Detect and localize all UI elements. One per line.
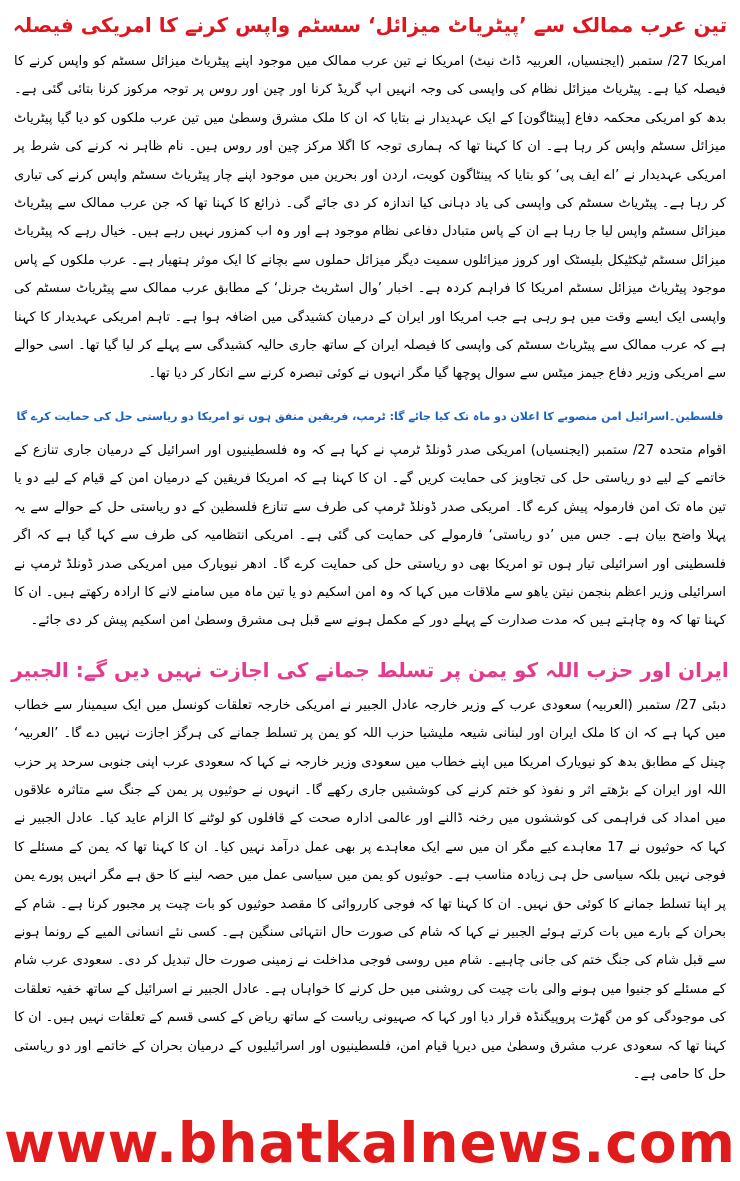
article-2-body: اقوام متحدہ 27/ ستمبر (ایجنسیاں) امریکی صدر ڈونلڈ ٹرمپ نے کہا ہے کہ وہ فلسطینیوں اور اسرائیل کے درمیان جاری تنازع کے خاتمے کے لیے دو ریاستی حل کی تجاویز کی حمایت کریں گے۔ ان کا کہنا ہے کہ امریکا فریقین کے درمیان امن کے قیام کے لیے دو یا تین ماہ تک امن فارمولہ پیش کرے گا۔ امریکی صدر ڈونلڈ ٹرمپ کی طرف سے تنازع فلسطین کے دو ریاستی حل کے حوالے سے یہ پہلا واضح بیان ہے۔ جس میں ’دو ریاستی‘ فارمولے کی حمایت کی گئی ہے۔ امریکی انتظامیہ کی طرف سے کہا گیا ہے کہ اگر فلسطینی اور اسرائیلی تیار ہوں تو امریکا بھی دو ریاستی حل کی حمایت کرے گا۔ ادھر نیویارک میں امریکی صدر ڈونلڈ ٹرمپ نے اسرائیلی وزیر اعظم بنجمن نیتن یاھو سے ملاقات میں کہا کہ وہ امن اسکیم دو یا تین ماہ میں سامنے لانے کا ارادہ رکھتے ہیں۔ ان کا کہنا تھا کہ وہ چاہتے ہیں کہ مدت صدارت کے پہلے دور کے مکمل ہونے سے قبل ہی مشرق وسطیٰ امن اسکیم پیش کر دی جائے۔ — [14, 442, 727, 629]
article-1-headline: تین عرب ممالک سے ’پیٹریاٹ میزائل‘ سسٹم واپس کرنے کا امریکی فیصلہ — [12, 13, 728, 37]
article-3-headline: ایران اور حزب اللہ کو یمن پر تسلط جمانے کی اجازت نہیں دیں گے: الجبیر — [11, 657, 729, 682]
website-footer: www.bhatkalnews.com — [4, 1111, 736, 1175]
article-2-headline: فلسطین۔اسرائیل امن منصوبے کا اعلان دو ماہ تک کیا جائے گا: ٹرمپ، فریقین متفق ہوں تو امریکا دو ریاستی حل کی حمایت کرے گا — [16, 409, 724, 423]
article-1-body: امریکا 27/ ستمبر (ایجنسیاں، العربیہ ڈاٹ نیٹ) امریکا نے تین عرب ممالک میں موجود اپنے پیٹریاٹ میزائل سسٹم کو واپس کرنے کا فیصلہ کیا ہے۔ پیٹریاٹ میزائل نظام کی واپسی کی وجہ انہیں اپ گریڈ کرنا اور چین اور روس پر توجہ مرکوز کرنا بتائی گئی ہے۔ بدھ کو امریکی محکمہ دفاع [پینٹاگون] کے ایک عہدیدار نے بتایا کہ ان کا ملک مشرق وسطیٰ میں تین عرب ملکوں کو دیا گیا پیٹریاٹ میزائل سسٹم واپس کر رہا ہے۔ ان کا کہنا تھا کہ ہماری توجہ کا اگلا مرکز چین اور روس ہیں۔ نام ظاہر نہ کرنے کی شرط پر امریکی عہدیدار نے ’اے ایف پی‘ کو بتایا کہ پینٹاگون کویت، اردن اور بحرین میں موجود اپنے چار پیٹریاٹ سسٹم واپس کرنے کی تیاری کر رہا ہے۔ پیٹریاٹ سسٹم کی واپسی کی یاد دہانی کیا اندازہ کر دی جائے گی۔ ذرائع کا کہنا تھا کہ جن عرب ممالک سے پیٹریاٹ میزائل سسٹم واپس لیا جا رہا ہے ان کے پاس متبادل دفاعی نظام موجود ہے اور وہ اب کمزور نہیں رہے ہیں۔ خیال رہے کہ پیٹریاٹ میزائل سسٹم ٹیکٹیکل بلیسٹک اور کروز میزائلوں سمیت دیگر میزائل حملوں سے بچانے کا ایک موثر ہتھیار ہے۔ عرب ملکوں کے پاس موجود پیٹریاٹ میزائل سسٹم امریکا کا فراہم کردہ ہے۔ اخبار ’وال اسٹریٹ جرنل‘ کے مطابق عرب ممالک سے پیٹریاٹ سسٹم کی واپسی ایک ایسے وقت میں ہو رہی ہے جب امریکا اور ایران کے درمیان کشیدگی میں اضافہ ہوا ہے۔ تاہم امریکی عہدیدار کا کہنا ہے کہ عرب ممالک سے پیٹریاٹ سسٹم کی واپسی کا فیصلہ ایران کے ساتھ جاری حالیہ کشیدگی سے پہلے کر لیا گیا تھا۔ اسی حوالے سے امریکی وزیر دفاع جیمز میٹس سے سوال پوچھا گیا مگر انہوں نے کوئی تبصرہ کرنے سے انکار کر دیا تھا۔ — [14, 54, 726, 382]
article-3-body: دبئی 27/ ستمبر (العربیہ) سعودی عرب کے وزیر خارجہ عادل الجبیر نے امریکی خارجہ تعلقات کونسل میں ایک سیمینار سے خطاب میں کہا ہے کہ ان کا ملک ایران اور لبنانی شیعہ ملیشیا حزب اللہ کو یمن پر تسلط جمانے کی ہرگز اجازت نہیں دے گا۔ ’العربیہ‘ چینل کے مطابق بدھ کو نیویارک امریکا میں اپنے خطاب میں سعودی وزیر خارجہ نے کہا کہ سعودی عرب اپنی جنوبی سرحد پر حزب اللہ اور ایران کے بڑھتے اثر و نفوذ کو ختم کرنے کی کوششیں جاری رکھے گا۔ انہوں نے حوثیوں پر یمن کے جنگ سے متاثرہ علاقوں میں امداد کی فراہمی کی کوششوں میں رخنہ ڈالنے اور عالمی ادارہ صحت کے قافلوں کو لوٹنے کا الزام عاید کیا۔ عادل الجبیر نے کہا کہ حوثیوں نے 17 معاہدے کیے مگر ان میں سے ایک معاہدے پر بھی عمل درآمد نہیں کیا۔ ان کا کہنا تھا کہ یمن کے مسئلے کا فوجی نہیں بلکہ سیاسی حل ہی زیادہ مناسب ہے۔ حوثیوں کو یمن میں سیاسی عمل میں حصہ لینے کا حق ہے مگر انہیں پورے یمن پر اپنا تسلط جمانے کا کوئی حق نہیں۔ ان کا کہنا تھا کہ فوجی کارروائی کا مقصد حوثیوں کو بات چیت پر مجبور کرنا ہے۔ شام کے بحران کے بارے میں بات کرتے ہوئے الجبیر نے کہا کہ شام کی صورت حال انتہائی سنگین ہے۔ کسی نئے انسانی المیے کے رونما ہونے سے قبل شام کی جنگ ختم کی جانی چاہیے۔ شام میں روسی فوجی مداخلت نے زمینی صورت حال تبدیل کر دی۔ سعودی عرب شام کے مسئلے کو جنیوا میں ہونے والی بات چیت کی روشنی میں حل کرنے کا خواہاں ہے۔ عادل الجبیر نے اسرائیل کے ساتھ خفیہ تعلقات کی موجودگی کو من گھڑت پروپیگنڈہ قرار دیا اور کہا کہ صہیونی ریاست کے ساتھ ریاض کے کسی قسم کے تعلقات نہیں ہیں۔ ان کا کہنا تھا کہ سعودی عرب مشرق وسطیٰ میں دیرپا قیام امن، فلسطینیوں اور اسرائیلیوں کے درمیان بحران کے خاتمے اور دو ریاستی حل کا حامی ہے۔ — [14, 697, 726, 1082]
